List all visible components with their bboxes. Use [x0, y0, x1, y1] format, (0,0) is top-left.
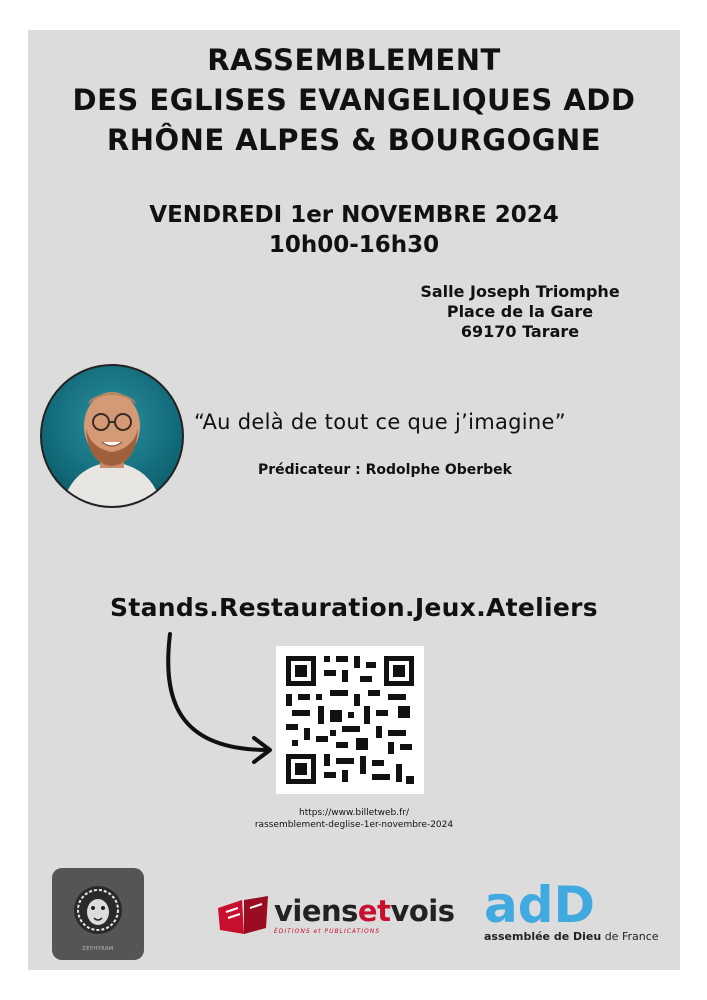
venue-city: 69170 Tarare — [460, 322, 580, 341]
viens-word: viens — [274, 894, 358, 928]
et-word: et — [357, 894, 391, 928]
qr-code-icon — [276, 646, 424, 794]
viens-et-vois-wordmark — [274, 894, 454, 928]
ticket-url-line-2: rassemblement-deglise-1er-novembre-2024 — [254, 820, 454, 830]
add-caption — [484, 930, 659, 943]
preacher-photo — [40, 364, 184, 508]
vois-word: vois — [390, 894, 455, 928]
viens-et-vois-tagline: ÉDITIONS et PUBLICATIONS — [274, 928, 381, 935]
add-caption-bold: assemblée de Dieu — [484, 930, 602, 943]
venue-street: Place de la Gare — [446, 302, 594, 321]
title-line-3: RHÔNE ALPES & BOURGOGNE — [106, 123, 602, 157]
title-line-2: DES EGLISES EVANGELIQUES ADD — [72, 83, 636, 117]
add-logo — [484, 878, 674, 958]
viens-et-vois-logo — [212, 892, 455, 942]
venue-address — [400, 282, 640, 342]
add-logo-mark-icon — [484, 878, 624, 928]
ticket-url-line-1: https://www.billetweb.fr/ — [298, 808, 410, 818]
event-date: VENDREDI 1er NOVEMBRE 2024 — [149, 202, 559, 228]
lion-logo — [52, 868, 144, 960]
preacher-portrait-illustration — [42, 366, 182, 506]
event-theme-quote: “Au delà de tout ce que j’imagine” — [194, 410, 566, 434]
poster — [28, 30, 680, 970]
title-line-1: RASSEMBLEMENT — [207, 43, 501, 77]
ticket-qr-code[interactable] — [276, 646, 424, 794]
add-logo-mark-text: adD — [484, 878, 596, 928]
activities-list: Stands.Restauration.Jeux.Ateliers — [110, 593, 598, 622]
open-book-icon — [216, 894, 272, 938]
lion-logo-text: ZEPHYRAM — [82, 946, 114, 952]
venue-name: Salle Joseph Triomphe — [420, 282, 620, 301]
curved-arrow-icon — [158, 630, 278, 780]
event-time: 10h00-16h30 — [268, 232, 440, 258]
ticket-url[interactable] — [28, 807, 680, 831]
add-caption-light: de France — [601, 930, 659, 943]
preacher-name: Prédicateur : Rodolphe Oberbek — [258, 462, 512, 478]
